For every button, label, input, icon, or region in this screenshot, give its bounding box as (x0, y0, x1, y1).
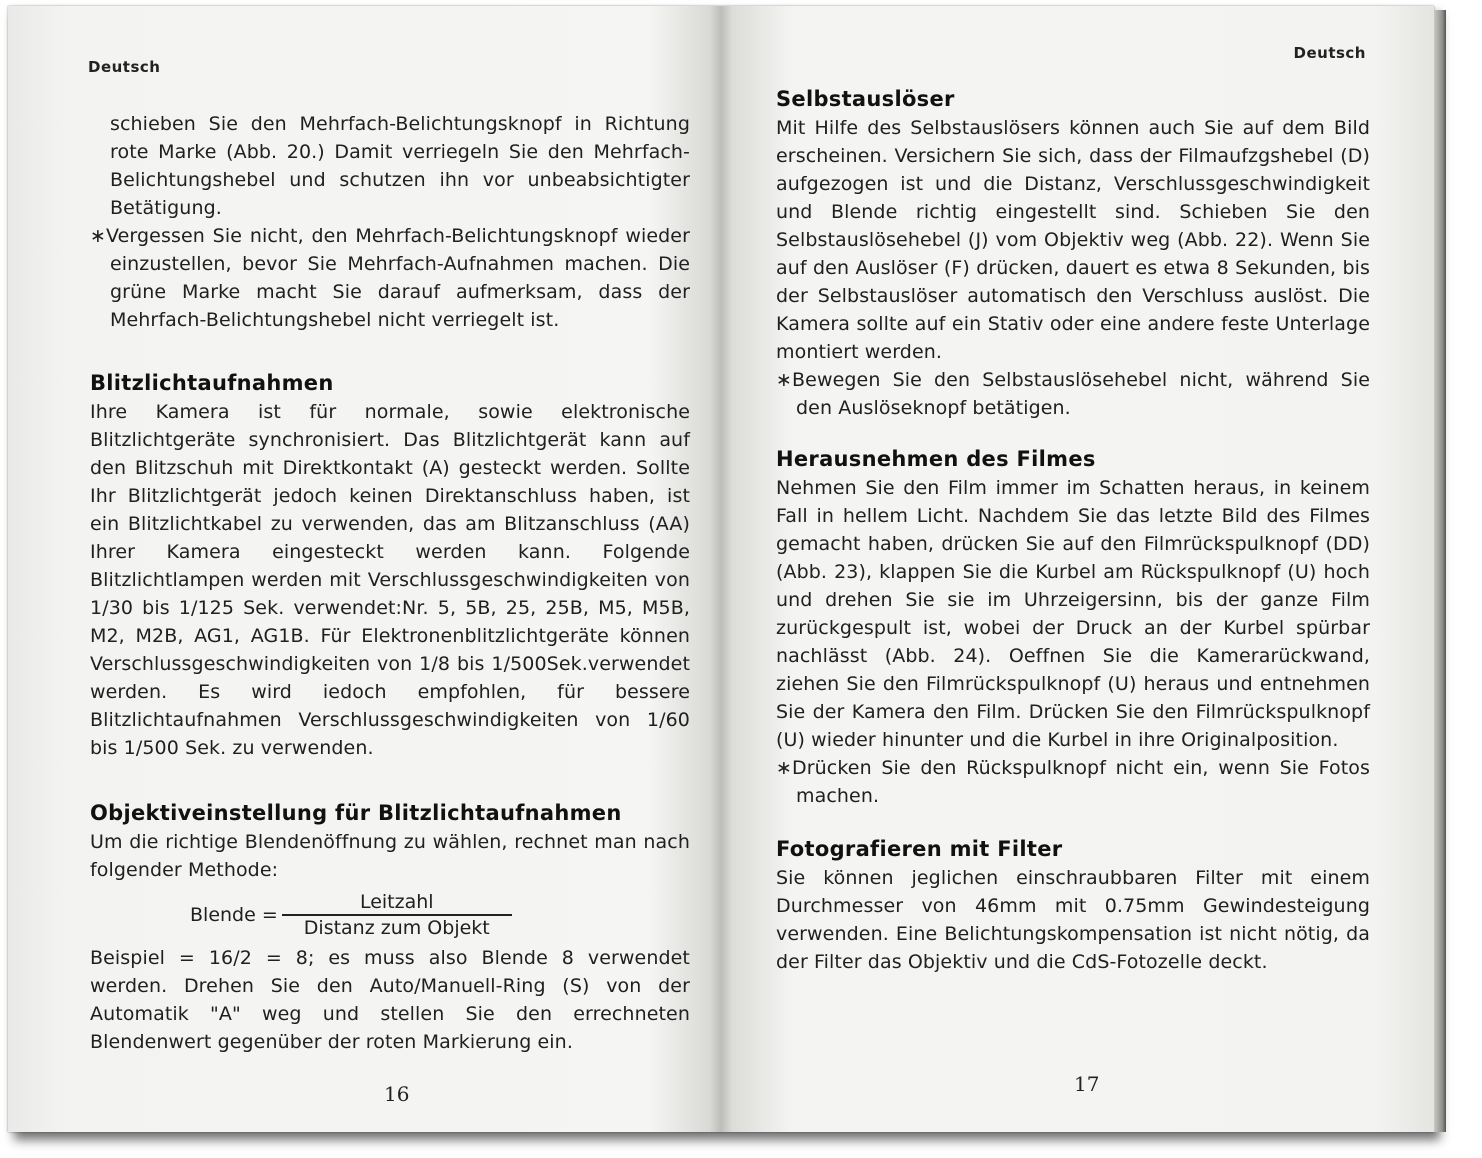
lens-heading: Objektiveinstellung für Blitzlichtaufnahmen (90, 801, 622, 825)
intro-paragraph: schieben Sie den Mehrfach-Belichtungsknopf in Richtung rote Marke (Abb. 20.) Damit verriegeln Sie den Mehrfach-Belichtungshebel und schutzen ihn vor unbeabsichtigter Betätigung. (110, 113, 690, 219)
filter-heading: Fotografieren mit Filter (776, 837, 1063, 861)
formula-denominator: Distanz zum Objekt (303, 917, 490, 939)
aperture-formula (190, 890, 690, 940)
formula-fraction (282, 890, 512, 940)
example-paragraph: Beispiel = 16/2 = 8; es muss also Blende 8 verwendet werden. Drehen Sie den Auto/Manuell-Ring (S) von der Automatik "A" weg und stellen Sie den errechneten Blendenwert gegenüber der roten Markierung ein. (90, 947, 690, 1053)
film-heading: Herausnehmen des Filmes (776, 447, 1096, 471)
right-page (722, 6, 1434, 1132)
intro-note: ∗Vergessen Sie nicht, den Mehrfach-Belichtungsknopf wieder einzustellen, bevor Sie Mehrfach-Aufnahmen machen. Die grüne Marke macht Sie darauf aufmerksam, dass der Mehrfach-Belichtungshebel nicht verriegelt ist. (90, 225, 690, 331)
filter-paragraph: Sie können jeglichen einschraubbaren Filter mit einem Durchmesser von 46mm mit 0.75mm Gewindesteigung verwenden. Eine Belichtungskompensation ist nicht nötig, da der Filter das Objektiv und die CdS-Fotozelle deckt. (776, 867, 1370, 973)
left-page (8, 6, 720, 1132)
language-label: Deutsch (1293, 44, 1366, 62)
right-page-content (776, 84, 1370, 976)
flash-paragraph: Ihre Kamera ist für normale, sowie elektronische Blitzlichtgeräte synchronisiert. Das Blitzlichtgerät kann auf den Blitzschuh mit Direktkontakt (A) gesteckt werden. Sollte Ihr Blitzlichtgerät jedoch keinen Direktanschluss haben, ist ein Blitzlichtkabel zu verwenden, das am Blitzanschluss (AA) Ihrer Kamera eingesteckt werden kann. Folgende Blitzlichtlampen werden mit Verschlussgeschwindigkeiten von 1/30 bis 1/125 Sek. verwendet:Nr. 5, 5B, 25, 25B, M5, M5B, M2, M2B, AG1, AG1B. Für Elektronenblitzlichtgeräte können Verschlussgeschwindigkeiten von 1/8 bis 1/500Sek.verwendet werden. Es wird iedoch empfohlen, für bessere Blitzlichtaufnahmen Verschlussgeschwindigkeiten von 1/60 bis 1/500 Sek. zu verwenden. (90, 401, 690, 759)
language-label: Deutsch (88, 58, 161, 76)
film-note: ∗Drücken Sie den Rückspulknopf nicht ein, wenn Sie Fotos machen. (776, 757, 1370, 807)
booklet-spread (8, 6, 1434, 1132)
timer-paragraph: Mit Hilfe des Selbstauslösers können auch Sie auf dem Bild erscheinen. Versichern Sie sich, dass der Filmaufzgshebel (D) aufgezogen ist und die Distanz, Verschlussgeschwindigkeit und Blende richtig eingestellt sind. Schieben Sie den Selbstauslösehebel (J) vom Objektiv weg (Abb. 22). Wenn Sie auf den Auslöser (F) drücken, dauert es etwa 8 Sekunden, bis der Selbstauslöser automatisch den Verschluss auslöst. Die Kamera sollte auf ein Stativ oder eine andere feste Unterlage montiert werden. (776, 117, 1370, 363)
page-number: 17 (1074, 1072, 1100, 1096)
page-number: 16 (384, 1082, 410, 1106)
lens-paragraph: Um die richtige Blendenöffnung zu wählen, rechnet man nach folgender Methode: (90, 831, 690, 881)
booklet-edge (1434, 10, 1446, 1132)
formula-numerator: Leitzahl (359, 891, 434, 913)
film-paragraph: Nehmen Sie den Film immer im Schatten heraus, in keinem Fall in hellem Licht. Nachdem Sie das letzte Bild des Filmes gemacht haben, drücken Sie auf den Filmrückspulknopf (DD) (Abb. 23), klappen Sie die Kurbel am Rückspulknopf (U) hoch und drehen Sie sie im Uhrzeigersinn, bis der ganze Film zurückgespult ist, wobei der Druck an der Kurbel spürbar nachlässt (Abb. 24). Oeffnen Sie die Kamerarückwand, ziehen Sie den Filmrückspulknopf (U) heraus und entnehmen Sie der Kamera den Film. Drücken Sie den Filmrückspulknopf (U) wieder hinunter und die Kurbel in ihre Originalposition. (776, 477, 1370, 751)
flash-heading: Blitzlichtaufnahmen (90, 371, 334, 395)
left-page-content (90, 110, 690, 1056)
formula-label: Blende = (190, 904, 278, 926)
timer-heading: Selbstauslöser (776, 87, 955, 111)
timer-note: ∗Bewegen Sie den Selbstauslösehebel nicht, während Sie den Auslöseknopf betätigen. (776, 369, 1370, 419)
